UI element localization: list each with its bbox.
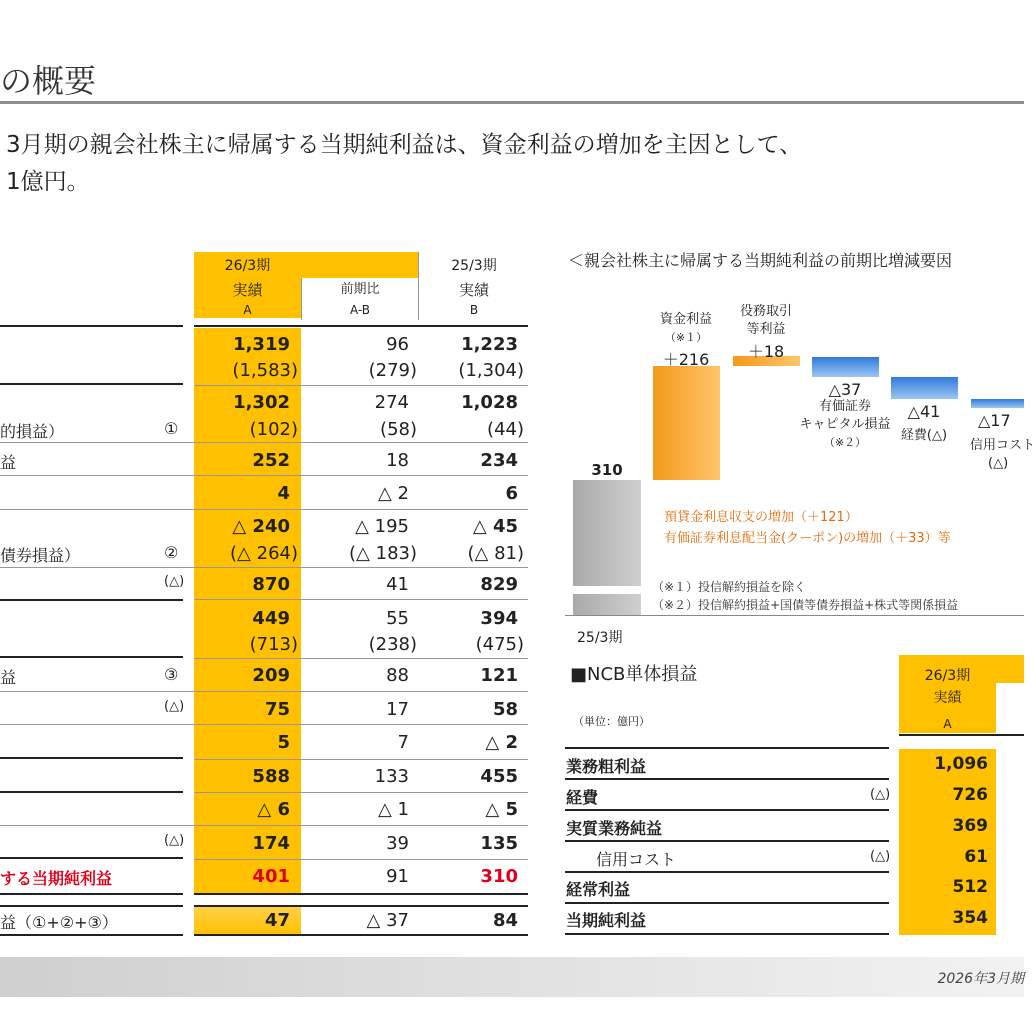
ncb-letter: A: [943, 717, 952, 731]
cell-b: △ 5: [485, 799, 518, 820]
ncb-mark: (△): [870, 849, 891, 864]
col-b-period: 25/3期: [451, 258, 497, 274]
cell-b: 829: [480, 574, 518, 595]
row-rule: [0, 599, 183, 601]
cell-a: 5: [277, 732, 290, 753]
base-label: 25/3期: [577, 630, 623, 646]
bar-label: 経費(△): [900, 428, 948, 443]
page-title: の概要: [0, 62, 97, 100]
cell-b: 6: [505, 483, 518, 504]
cell-diff: △ 1: [377, 799, 409, 820]
cell-a: 209: [252, 665, 290, 686]
row-label: 益: [0, 453, 17, 472]
orange-note: 有価証券利息配当金(クーポン)の増加（＋33）等: [664, 531, 951, 546]
cell-a: 870: [252, 574, 290, 595]
row-rule: [0, 791, 183, 793]
row-label: 益: [0, 668, 17, 687]
cell-b: △ 45: [472, 516, 518, 537]
header-divider: [418, 252, 419, 320]
cell-b: (475): [475, 634, 524, 655]
row-rule: [194, 893, 528, 895]
ncb-unit: （単位：億円）: [573, 715, 650, 728]
intro-line-2: 1億円。: [6, 169, 90, 195]
cell-b: (44): [487, 419, 524, 440]
row-label: 的損益）: [0, 422, 65, 441]
cell-diff: (△ 183): [349, 543, 417, 564]
table-top-rule: [194, 325, 528, 327]
row-rule: [0, 857, 183, 859]
cell-a: 75: [264, 699, 290, 720]
cell-a: (713): [249, 634, 298, 655]
row-rule: [0, 442, 528, 443]
cell-diff: 7: [397, 732, 409, 753]
base-value: 310: [591, 461, 623, 479]
cell-a: 252: [252, 450, 290, 471]
footer-text: 2026年3月期: [937, 971, 1024, 987]
footnote: （※１）投信解約損益を除く: [652, 580, 807, 594]
cell-a: △ 240: [232, 516, 290, 537]
cell-b: 394: [480, 608, 518, 629]
col-a-kind: 実績: [232, 281, 263, 299]
row-rule: [194, 905, 528, 907]
col-diff-letter: A-B: [349, 303, 371, 317]
cell-b: 121: [480, 665, 518, 686]
row-rule: [0, 893, 183, 895]
bar-value: ＋18: [747, 342, 785, 361]
cell-b: (1,304): [458, 360, 524, 381]
cell-diff: 88: [386, 665, 409, 686]
waterfall-title: ＜親会社株主に帰属する当期純利益の前期比増減要因: [568, 251, 953, 270]
ncb-value: 354: [952, 908, 988, 928]
ncb-period: 26/3期: [924, 668, 971, 684]
row-rule: [0, 383, 183, 385]
cell-diff: 96: [386, 334, 409, 355]
row-rule: [0, 509, 528, 510]
cell-a: (102): [249, 419, 298, 440]
ncb-value: 369: [952, 816, 988, 836]
ncb-value: 726: [952, 785, 988, 805]
cell-diff: △ 2: [377, 483, 409, 504]
row-rule: [0, 656, 183, 658]
ncb-label: 業務粗利益: [566, 757, 647, 776]
col-a-letter: A: [243, 303, 252, 317]
bar-label: 役務取引: [739, 304, 792, 319]
cell-b: 455: [480, 766, 518, 787]
cell-diff: 133: [374, 766, 409, 787]
col-b-kind: 実績: [458, 281, 489, 299]
row-label: 益（①+②+③）: [0, 913, 118, 932]
bar-sublabel: キャピタル損益: [799, 417, 891, 432]
ncb-value: 1,096: [934, 754, 988, 774]
footnote: （※２）投信解約損益+国債等債券損益+株式等関係損益: [652, 598, 959, 612]
row-label: する当期純利益: [0, 869, 113, 888]
cell-b: 1,223: [461, 334, 518, 355]
ncb-label: 経常利益: [566, 880, 631, 899]
cell-a: 1,302: [233, 392, 290, 413]
cell-b: 135: [480, 833, 518, 854]
row-rule: [0, 724, 528, 725]
row-rule: [194, 385, 528, 386]
row-rule: [565, 747, 889, 749]
cell-a: 4: [277, 483, 290, 504]
bar-value: ＋216: [662, 350, 710, 369]
cell-diff: △ 195: [355, 516, 409, 537]
cell-diff: 17: [386, 699, 409, 720]
row-rule: [0, 691, 528, 692]
row-label: 債券損益）: [0, 546, 81, 565]
row-rule: [194, 859, 528, 860]
row-rule: [0, 567, 528, 568]
row-rule: [0, 825, 528, 826]
cell-b: 58: [492, 699, 518, 720]
bar-sublabel: 等利益: [746, 322, 786, 337]
cell-diff: △ 37: [366, 910, 409, 931]
cell-a: 47: [264, 910, 290, 931]
intro-line-1: 3月期の親会社株主に帰属する当期純利益は、資金利益の増加を主因として、: [6, 132, 803, 158]
bar-value: △37: [828, 380, 862, 399]
row-rule: [194, 792, 528, 793]
row-rule: [565, 933, 889, 935]
title-divider: [0, 101, 1024, 104]
bar-credit-cost: [971, 399, 1024, 408]
row-rule: [565, 840, 889, 842]
cell-b: 84: [492, 910, 518, 931]
row-rule: [0, 905, 183, 907]
ncb-label: 当期純利益: [566, 911, 647, 930]
base-bar: [573, 480, 641, 616]
chart-baseline: [565, 615, 1024, 616]
ncb-value: 512: [952, 877, 988, 897]
row-mark: (△): [164, 574, 185, 589]
row-mark: ②: [164, 543, 179, 562]
cell-diff: 39: [386, 833, 409, 854]
cell-diff: 274: [374, 392, 409, 413]
bar-fund-income: [653, 366, 720, 480]
ncb-kind: 実績: [933, 690, 962, 706]
bar-expenses: [891, 377, 958, 399]
cell-a: 1,319: [233, 334, 290, 355]
ncb-label: 信用コスト: [596, 850, 677, 869]
row-rule: [0, 757, 183, 759]
cell-diff: (238): [368, 634, 417, 655]
cell-b: (△ 81): [467, 543, 524, 564]
bar-value: △41: [907, 402, 941, 421]
col-a-period: 26/3期: [224, 258, 271, 274]
cell-diff: 55: [386, 608, 409, 629]
bar-label: 資金利益: [659, 312, 712, 327]
cell-a: △ 6: [257, 799, 290, 820]
row-rule: [899, 734, 1024, 736]
row-rule: [0, 475, 528, 476]
col-b-letter: B: [469, 303, 479, 317]
row-rule: [194, 759, 528, 760]
cell-a: (△ 264): [230, 543, 298, 564]
orange-note: 預貸金利息収支の増加（＋121）: [664, 510, 858, 525]
ncb-mark: (△): [870, 787, 891, 802]
row-mark: ①: [164, 419, 179, 438]
bar-label: 信用コスト: [970, 438, 1035, 453]
cell-b: 310: [480, 866, 518, 887]
row-rule: [194, 934, 528, 936]
row-rule: [565, 778, 889, 780]
row-mark: (△): [164, 699, 185, 714]
cell-b: △ 2: [485, 732, 518, 753]
row-mark: (△): [164, 833, 185, 848]
row-rule: [565, 902, 889, 904]
bar-sublabel: (△): [988, 456, 1009, 471]
footer-bar: [0, 957, 1024, 997]
ncb-label: 実質業務純益: [566, 819, 663, 838]
ncb-label: 経費: [566, 788, 599, 807]
cell-a: 174: [252, 833, 290, 854]
cell-a: 401: [252, 866, 290, 887]
header-divider: [301, 278, 302, 320]
row-rule: [565, 871, 889, 873]
row-rule: [194, 599, 528, 600]
cell-b: 1,028: [461, 392, 518, 413]
base-bar-break: [573, 586, 641, 594]
bar-sublabel: （※１）: [664, 331, 708, 344]
cell-diff: 18: [386, 450, 409, 471]
col-diff-kind: 前期比: [340, 282, 380, 297]
cell-a: 588: [252, 766, 290, 787]
cell-diff: (279): [368, 360, 417, 381]
cell-diff: 91: [386, 866, 409, 887]
table-top-rule: [0, 325, 183, 327]
bar-value: △17: [978, 411, 1011, 430]
row-mark: ③: [164, 665, 179, 684]
bar-sublabel-2: （※２）: [823, 436, 867, 449]
ncb-value: 61: [964, 847, 988, 867]
row-rule: [565, 809, 889, 811]
bar-securities: [812, 357, 879, 377]
cell-b: 234: [480, 450, 518, 471]
cell-diff: 41: [386, 574, 409, 595]
ncb-title: ■NCB単体損益: [570, 664, 698, 685]
cell-a: 449: [252, 608, 290, 629]
cell-diff: (58): [380, 419, 417, 440]
bar-label: 有価証券: [818, 399, 871, 414]
row-rule: [194, 658, 528, 659]
row-rule: [0, 934, 183, 936]
cell-a: (1,583): [232, 360, 298, 381]
